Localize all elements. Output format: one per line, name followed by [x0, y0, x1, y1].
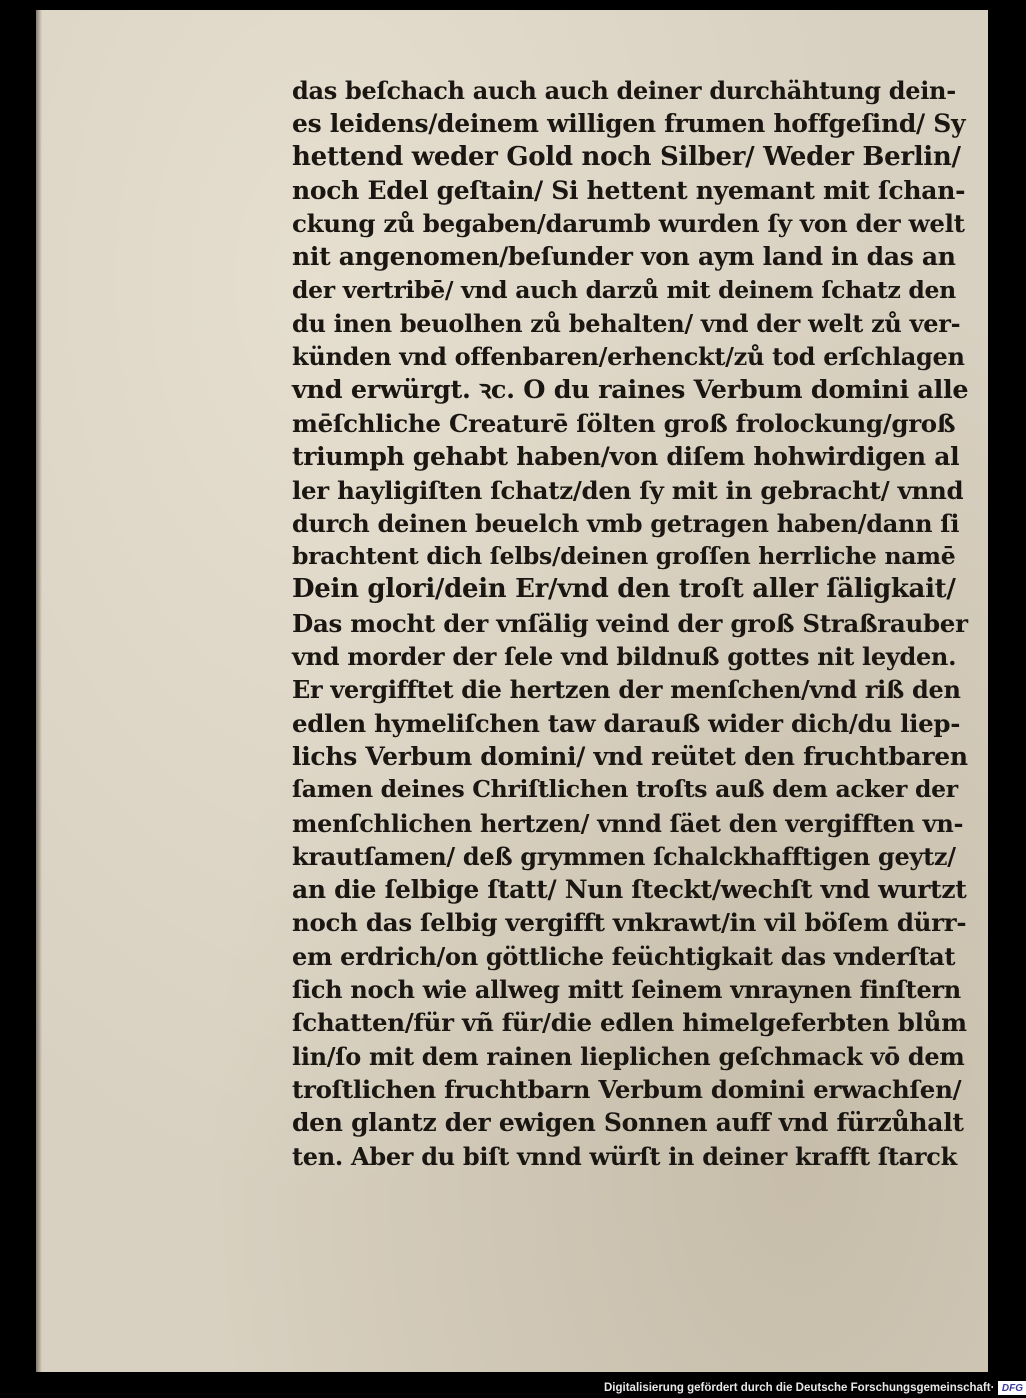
text-line: an die ſelbige ſtatt/ Nun ſteckt/wechſt vnd wurtzt	[292, 875, 967, 905]
text-line: krautſamen/ deß grymmen ſchalckhafftigen geytz/	[292, 841, 956, 871]
text-line: ten. Aber du biſt vnnd würſt in deiner krafft ſtarck	[292, 1141, 957, 1171]
text-line: vnd morder der ſele vnd bildnuß gottes nit leyden.	[292, 642, 957, 672]
text-line: Dein glori/dein Er/vnd den troſt aller ſäligkait/	[292, 574, 956, 605]
text-line: der vertribē/ vnd auch darzů mit deinem ſchatz den	[292, 275, 956, 304]
text-line: em erdrich/on göttliche feüchtigkait das vnderſtat	[292, 941, 956, 971]
text-line: noch Edel geſtain/ Si hettent nyemant mit ſchan-	[292, 175, 966, 205]
footer-separator: ·	[990, 1382, 995, 1394]
digitization-footer	[604, 1380, 1026, 1396]
footer-credit: Digitalisierung gefördert durch die Deutsche Forschungsgemeinschaft	[604, 1382, 991, 1394]
text-line: du inen beuolhen zů behalten/ vnd der welt zů ver-	[292, 309, 961, 339]
text-line: noch das ſelbig vergifft vnkrawt/in vil böſem dürr-	[292, 908, 967, 938]
text-line: edlen hymeliſchen taw darauß wider dich/du liep-	[292, 708, 961, 738]
text-line: ſich noch wie allweg mitt ſeinem vnraynen finſtern	[292, 975, 961, 1005]
text-line: Er vergifftet die hertzen der menſchen/vnd riß den	[292, 675, 961, 705]
text-line: das beſchach auch auch deiner durchähtung dein-	[292, 76, 956, 105]
text-line: hettend weder Gold noch Silber/ Weder Berlin/	[292, 141, 961, 172]
text-line: ſamen deines Chriſtlichen troſts auß dem acker der	[292, 775, 958, 804]
text-line: durch deinen beuelch vmb getragen haben/dann ſi	[292, 508, 960, 538]
text-line: es leidens/deinem willigen frumen hoffgeſind/ Sy	[292, 109, 966, 139]
text-line: troſtlichen fruchtbarn Verbum domini erwachſen/	[292, 1074, 962, 1104]
dfg-logo: DFG	[998, 1381, 1026, 1395]
text-line: menſchlichen hertzen/ vnnd ſäet den vergifften vn-	[292, 808, 964, 838]
text-line: ler hayligiſten ſchatz/den ſy mit in gebracht/ vnnd	[292, 475, 964, 505]
text-line: künden vnd offenbaren/erhenckt/zů tod erſchlagen	[292, 342, 965, 372]
text-line: mēſchliche Creaturē ſölten groß frolockung/groß	[292, 408, 956, 438]
text-line: lin/ſo mit dem rainen lieplichen geſchmack vō dem	[292, 1041, 965, 1071]
page-text	[292, 74, 968, 1173]
text-line: den glantz der ewigen Sonnen auff vnd fürzůhalt	[292, 1108, 964, 1138]
text-line: Das mocht der vnſälig veind der groß Straßrauber	[292, 608, 968, 638]
text-line: ſchatten/für vñ für/die edlen himelgeferbten blům	[292, 1008, 967, 1038]
text-line: vnd erwürgt. ꝛc. O du raines Verbum domini alle	[292, 374, 969, 405]
page-edge-shadow	[36, 10, 42, 1372]
text-line: brachtent dich ſelbs/deinen groſſen herrliche namē	[292, 542, 956, 571]
text-line: lichs Verbum domini/ vnd reütet den fruchtbaren	[292, 741, 968, 771]
text-line: triumph gehabt haben/von diſem hohwirdigen al	[292, 442, 960, 472]
text-line: nit angenomen/beſunder von aym land in das an	[292, 242, 956, 272]
text-line: ckung zů begaben/darumb wurden ſy von der welt	[292, 209, 965, 239]
